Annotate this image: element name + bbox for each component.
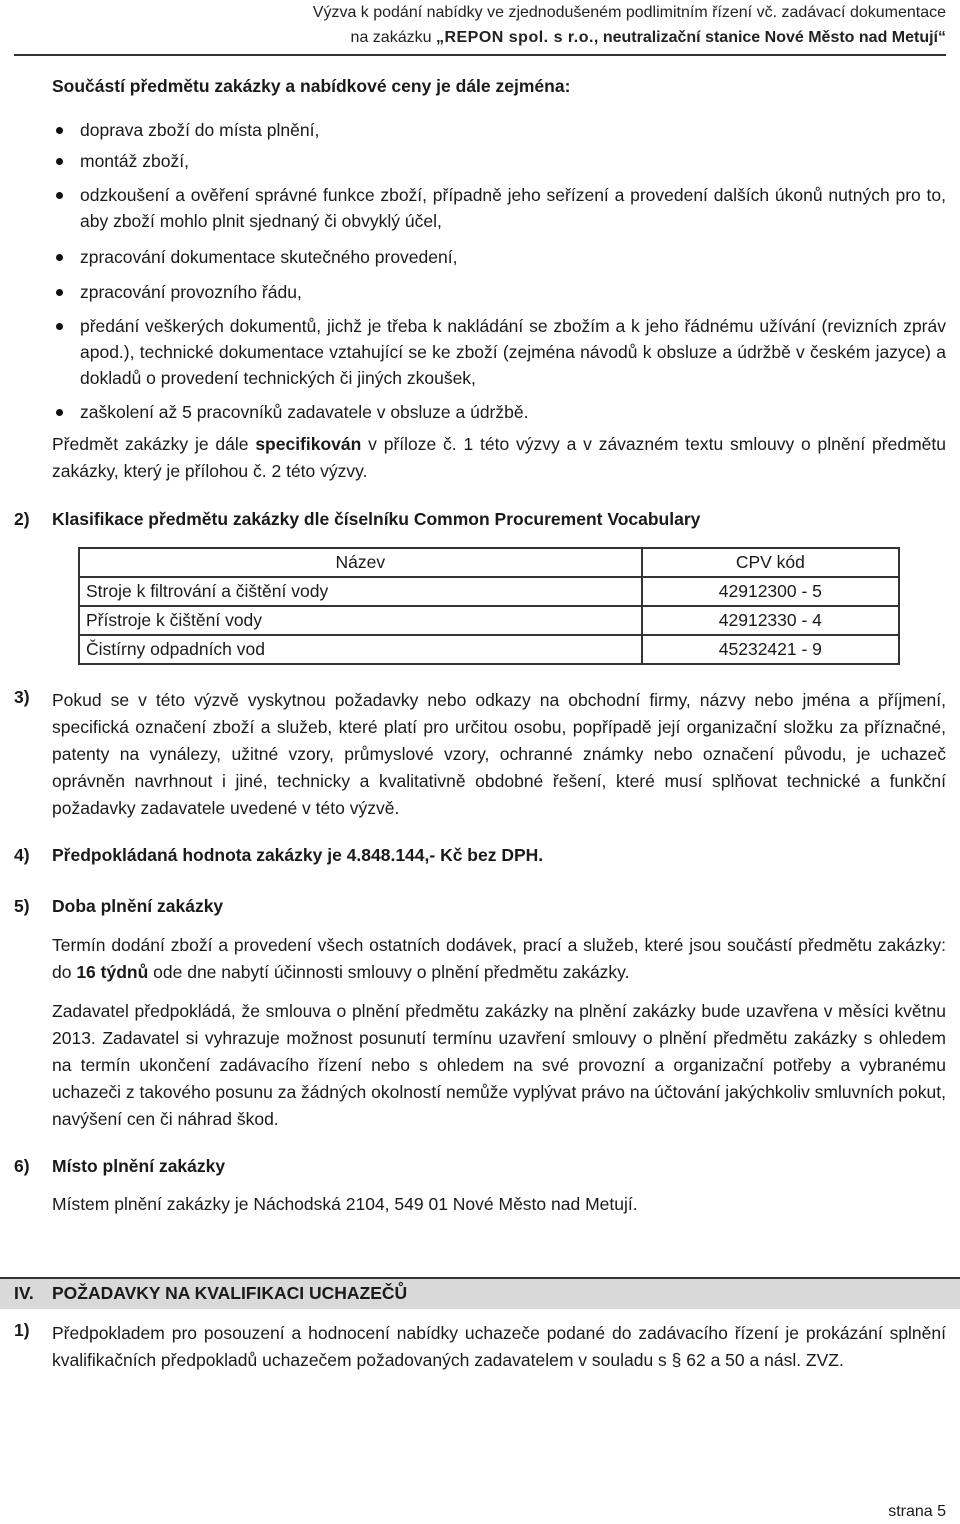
section-5-paragraph-1 xyxy=(52,932,946,986)
bullet-item: montáž zboží, xyxy=(52,148,946,174)
spec-bold: specifikován xyxy=(255,434,362,454)
header-prefix: na zakázku xyxy=(350,29,436,46)
section-6-title: Místo plnění zakázky xyxy=(52,1156,226,1176)
cpv-table xyxy=(78,547,900,665)
scope-bullet-list-6 xyxy=(52,313,946,391)
section-4-number: 4) xyxy=(14,845,30,865)
page-number: strana 5 xyxy=(888,1503,946,1520)
section-5-title: Doba plnění zakázky xyxy=(52,896,224,916)
qualification-1-number: 1) xyxy=(14,1320,30,1340)
header-line-1: Výzva k podání nabídky ve zjednodušeném podlimitním řízení vč. zadávací dokumentace xyxy=(312,4,946,21)
section-5-paragraph-2: Zadavatel předpokládá, že smlouva o plnění předmětu zakázky na plnění zakázky bude uzavřena v měsíci květnu 2013. Zadavatel si vyhrazuje možnost posunutí termínu uzavření smlouvy o plnění předmětu zakázky s ohledem na termín ukončení zadávacího řízení nebo s ohledem na své provozní a organizační potřeby a vybranému uchazeči z takového posunu za žádných okolností nemůže vyplývat právo na účtování jakýchkoliv smluvních pokut, navýšení cen či náhrad škod. xyxy=(52,1001,946,1129)
page-header xyxy=(313,0,946,50)
bullet-item: předání veškerých dokumentů, jichž je třeba k nakládání se zbožím a k jeho řádnému užívání (revizních zpráv apod.), technické dokumentace vztahující se ke zboží (zejména návodů k obsluze a údržbě v českém jazyce) a dokladů o provedení technických či jiných zkoušek, xyxy=(52,313,946,391)
section-6-text: Místem plnění zakázky je Náchodská 2104, 549 01 Nové Město nad Metují. xyxy=(52,1194,638,1214)
term-text: Termín dodání zboží a provedení všech ostatních dodávek, prací a služeb, které jsou součástí předmětu zakázky: do xyxy=(52,935,946,982)
spec-text: Předmět zakázky je dále xyxy=(52,434,256,454)
cell-name: Přístroje k čištění vody xyxy=(79,606,642,635)
scope-bullet-list-5 xyxy=(52,279,946,305)
scope-bullet-list-3 xyxy=(52,182,946,234)
bullet-item: odzkoušení a ověření správné funkce zboží, případně jeho seřízení a provedení dalších úkonů nutných pro to, aby zboží mohlo plnit sjednaný či obvyklý účel, xyxy=(52,182,946,234)
bullet-item: zaškolení až 5 pracovníků zadavatele v obsluze a údržbě. xyxy=(52,399,946,425)
qualification-1-text: Předpokladem pro posouzení a hodnocení nabídky uchazeče podané do zadávacího řízení je prokázání splnění kvalifikačních předpokladů uchazečem požadovaných zadavatelem v souladu s § 62 a 50 a násl. ZVZ. xyxy=(52,1323,946,1370)
scope-bullet-list-1 xyxy=(52,117,946,143)
section-4-title: Předpokládaná hodnota zakázky je 4.848.144,- Kč bez DPH. xyxy=(52,845,544,865)
term-bold: 16 týdnů xyxy=(76,962,149,982)
term-text-2: ode dne nabytí účinnosti smlouvy o plnění předmětu zakázky. xyxy=(148,962,630,982)
header-line-2 xyxy=(313,25,946,50)
cell-name: Stroje k filtrování a čištění vody xyxy=(79,577,642,606)
chapter-title: POŽADAVKY NA KVALIFIKACI UCHAZEČŮ xyxy=(52,1283,408,1303)
table-row xyxy=(79,635,899,664)
section-3-text: Pokud se v této výzvě vyskytnou požadavky nebo odkazy na obchodní firmy, názvy nebo jména a příjmení, specifická označení zboží a služeb, které platí pro určitou osobu, popřípadě její organizační složku za příznačné, patenty na vynálezy, užitné vzory, průmyslové vzory, ochranné známky nebo označení původu, je uchazeč oprávněn navrhnout i jiné, technicky a kvalitativně obdobné řešení, které musí splňovat technické a funkční požadavky zadavatele uvedené v této výzvě. xyxy=(52,690,946,818)
intro-heading: Součástí předmětu zakázky a nabídkové ceny je dále zejména: xyxy=(52,76,571,96)
bullet-item: zpracování provozního řádu, xyxy=(52,279,946,305)
specification-paragraph xyxy=(52,431,946,485)
cell-cpv: 42912300 - 5 xyxy=(642,577,899,606)
section-5-number: 5) xyxy=(14,896,30,916)
scope-bullet-list-7 xyxy=(52,399,946,425)
spec-text-2: v příloze č. 1 této výzvy a v závazném textu smlouvy o plnění předmětu zakázky, který je přílohou č. 2 této výzvy. xyxy=(52,434,946,481)
column-header-cpv: CPV kód xyxy=(642,548,899,577)
column-header-name: Název xyxy=(79,548,642,577)
section-6-number: 6) xyxy=(14,1156,30,1176)
chapter-heading-band xyxy=(0,1277,960,1309)
table-row xyxy=(79,577,899,606)
bullet-item: doprava zboží do místa plnění, xyxy=(52,117,946,143)
cell-cpv: 42912330 - 4 xyxy=(642,606,899,635)
cell-cpv: 45232421 - 9 xyxy=(642,635,899,664)
bullet-item: zpracování dokumentace skutečného provedení, xyxy=(52,244,946,270)
chapter-number: IV. xyxy=(14,1283,34,1303)
scope-bullet-list-4 xyxy=(52,244,946,270)
table-row xyxy=(79,606,899,635)
section-3-number: 3) xyxy=(14,687,30,707)
scope-bullet-list-2 xyxy=(52,148,946,174)
section-2-title: Klasifikace předmětu zakázky dle číselníku Common Procurement Vocabulary xyxy=(52,509,701,529)
section-2-number: 2) xyxy=(14,509,30,529)
table-header-row xyxy=(79,548,899,577)
header-company: „REPON spol. s r.o. xyxy=(435,29,594,46)
cell-name: Čistírny odpadních vod xyxy=(79,635,642,664)
header-rule xyxy=(14,54,946,56)
header-suffix: , neutralizační stanice Nové Město nad Metují“ xyxy=(593,29,946,46)
